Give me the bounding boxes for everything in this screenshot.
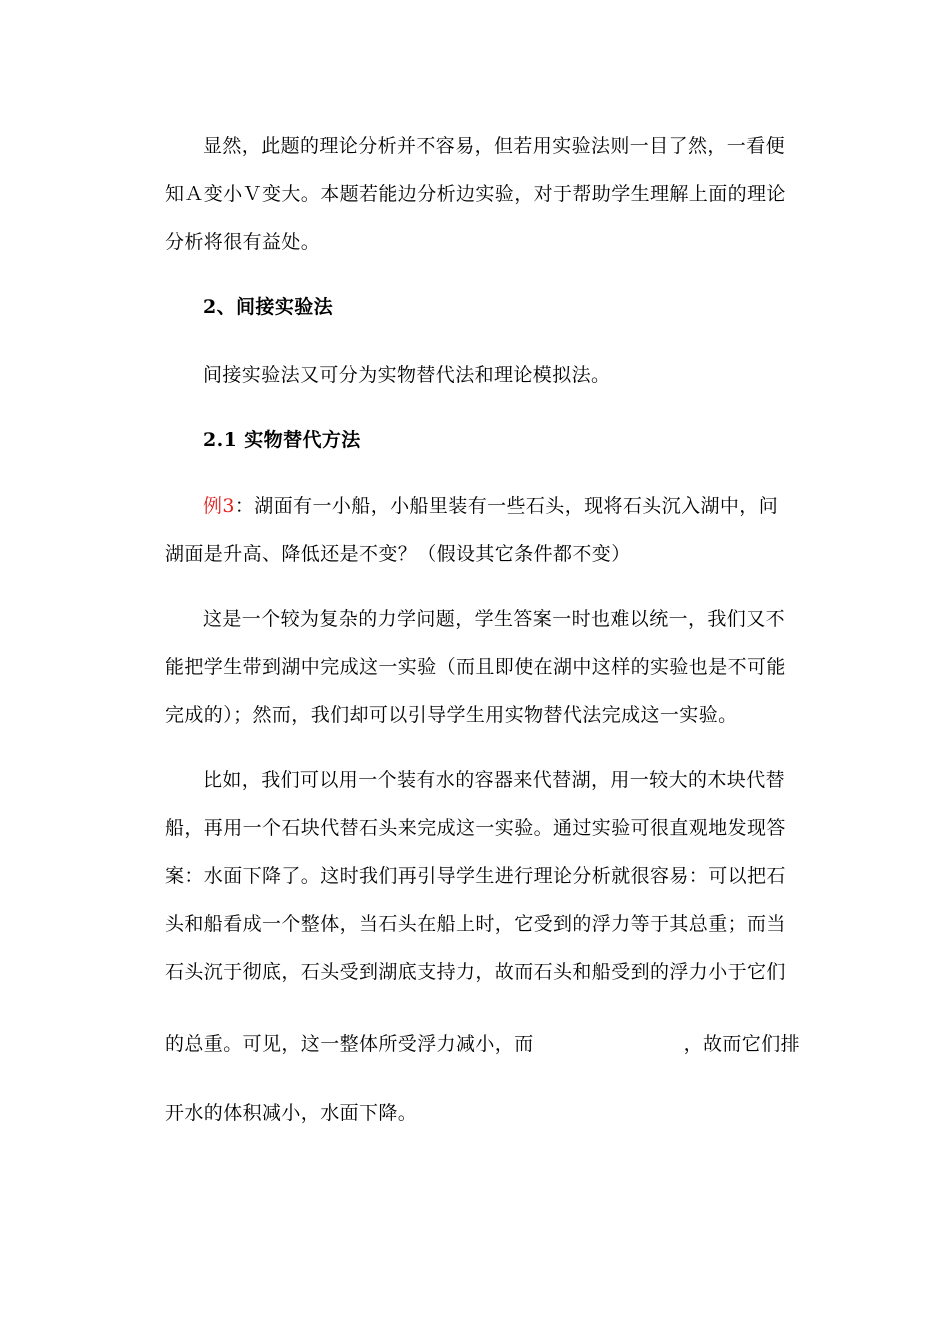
example-3-line-2: 湖面是升高、降低还是不变？（假设其它条件都不变） — [165, 543, 631, 565]
paragraph-4-line-5: 石头沉于彻底，石头受到湖底支持力，故而石头和船受到的浮力小于它们 — [165, 961, 786, 983]
example-label: 例3 — [203, 495, 235, 517]
paragraph-3-line-3: 完成的）；然而，我们却可以引导学生用实物替代法完成这一实验。 — [165, 704, 738, 726]
paragraph-1-line-3: 分析将很有益处。 — [165, 231, 321, 253]
example-3-text: ：湖面有一小船，小船里装有一些石头，现将石头沉入湖中，问 — [234, 495, 779, 517]
section-heading-2-1: 2.1 实物替代方法 — [203, 429, 361, 451]
paragraph-4-line-7: 开水的体积减小，水面下降。 — [165, 1102, 418, 1124]
example-3-line-1 — [203, 494, 780, 518]
section-heading-2: 2、间接实验法 — [203, 296, 334, 318]
paragraph-4-line-6 — [165, 1032, 801, 1056]
paragraph-4-line-3: 案：水面下降了。这时我们再引导学生进行理论分析就很容易：可以把石 — [165, 865, 786, 887]
paragraph-1-line-2: 知Ａ变小Ｖ变大。本题若能边分析边实验，对于帮助学生理解上面的理论 — [165, 183, 786, 205]
paragraph-4-line-2: 船，再用一个石块代替石头来完成这一实验。通过实验可很直观地发现答 — [165, 817, 786, 839]
paragraph-4-line-1: 比如，我们可以用一个装有水的容器来代替湖，用一较大的木块代替 — [203, 769, 786, 791]
paragraph-4-line-6-part-2: ，故而它们排 — [683, 1033, 801, 1055]
paragraph-2: 间接实验法又可分为实物替代法和理论模拟法。 — [203, 364, 611, 386]
paragraph-3-line-1: 这是一个较为复杂的力学问题，学生答案一时也难以统一，我们又不 — [203, 608, 786, 630]
paragraph-1-line-1: 显然，此题的理论分析并不容易，但若用实验法则一目了然，一看便 — [203, 135, 786, 157]
paragraph-4-line-6-part-1: 的总重。可见，这一整体所受浮力减小，而 — [165, 1033, 534, 1055]
paragraph-3-line-2: 能把学生带到湖中完成这一实验（而且即使在湖中这样的实验也是不可能 — [165, 656, 786, 678]
paragraph-4-line-4: 头和船看成一个整体，当石头在船上时，它受到的浮力等于其总重；而当 — [165, 913, 786, 935]
